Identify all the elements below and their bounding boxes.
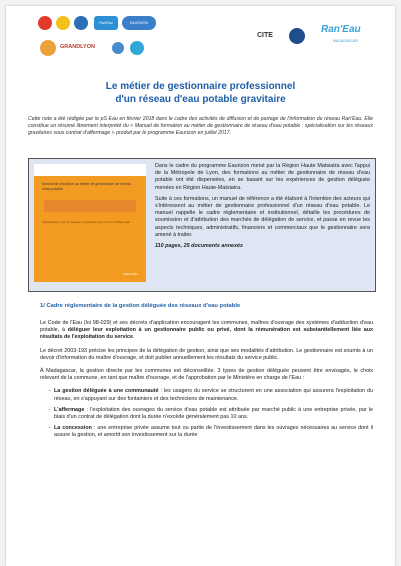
yellow-emblem-icon (56, 16, 70, 30)
partner-logos-left (36, 14, 171, 69)
intro-note: Cette note a été rédigée par le pS Eau en février 2018 dans le cadre des activités de diffusion et de partage de l'information du réseau Ran'Eau. Elle constitue un résumé librement interprété du « Manuel de formation au métier de gestionnaire de réseau d'eau potable : spécialisation sur les réseaux gravitaires sous contrat d'affermage » produit par le programme Eaurizon en juillet 2017. (28, 116, 373, 136)
cyan-emblem-icon (130, 41, 144, 55)
partner-logos-right (237, 20, 387, 56)
eaurizon-logo: EAURIZON (122, 16, 156, 30)
list-item: • La gestion déléguée à une communauté : les usagers du service se structurent en une association qui assurera l'exploitation du réseau, en s'appuyant sur des fontainiers et des techniciens de maintenance. (52, 388, 373, 402)
title-line-2: d'un réseau d'eau potable gravitaire (115, 94, 286, 105)
ran-eau-right-logo: Ran'Eau (321, 24, 361, 35)
body-text (40, 320, 373, 444)
list-item: • L'affermage : l'exploitation des ouvrages du service d'eau potable est attribuée par marché public à une entreprise privée, par le biais d'un contrat de délégation dont la durée n'excède généralement pas 10 ans. (52, 407, 373, 421)
title-line-1: Le métier de gestionnaire professionnel (105, 81, 296, 92)
list-item: • La concession : une entreprise privée assume tout ou partie de l'investissement dans les ouvrages nécessaires au service dont il assure la gestion, et amortit son investissement sur la durée (52, 425, 373, 439)
page-count: 110 pages, 25 documents annexés (155, 243, 243, 250)
summary-text (155, 163, 370, 254)
body-paragraph-2: Le décret 2003-193 précise les principes de la délégation de gestion, ainsi que ses modalités d'attribution. Le gestionnaire est soumis à un devoir d'information du maître d'ouvrage, et doit publier annuellement les résultats du service public. (40, 347, 373, 361)
management-types-list (40, 388, 373, 439)
document-page (6, 6, 395, 566)
document-title (6, 80, 395, 106)
cover-date: Juillet 2017 (122, 272, 138, 276)
cite-badge-icon (289, 28, 305, 44)
cover-band (44, 200, 136, 212)
body-paragraph-1: Le Code de l'Eau (loi 98-029) et ses décrets d'application encouragent les communes, maîtres d'ouvrage des systèmes d'adduction d'eau potable, à déléguer leur exploitation à un gestionnaire public ou privé, dont la rémunération est substantiellement liée aux résultats de l'exploitation du service. (40, 320, 374, 341)
cover-header (34, 164, 146, 176)
ran-eau-logo: Ran'Eau (94, 16, 118, 30)
body-paragraph-3: À Madagascar, la gestion directe par les communes est déconseillée. 3 types de gestion déléguée peuvent être envisagés, le choix relevant de la commune, en tant que maître d'ouvrage, et de l'approbation par le Ministère en charge de l'Eau : (40, 368, 373, 382)
small-blue-emblem-icon (112, 42, 124, 54)
red-emblem-icon (38, 16, 52, 30)
grand-lyon-logo: GRANDLYON (60, 44, 95, 50)
summary-paragraph-2: Suite à ces formations, un manuel de référence a été élaboré à l'intention des acteurs qui s'intéressent au métier de gestionnaire professionnel d'un réseau d'eau potable. Le manuel rappelle le cadre réglementaire et institutionnel, détaille les procédures de soumission et d'attribution des marchés de délégation de service, et passe en revue les aspects techniques, administratifs, financiers et commerciaux que le gestionnaire sera amené à traiter. (155, 195, 370, 238)
cover-subtitle: Spécialisation sur les réseaux gravitaires sous contrat d'affermage (42, 220, 131, 224)
cover-title: Manuel de formation au métier de gestionnaire de réseau d'eau potable (42, 182, 131, 191)
manual-cover-image (34, 164, 146, 282)
green-emblem-icon (40, 40, 56, 56)
section-heading-1: 1/ Cadre réglementaire de la gestion déléguée des réseaux d'eau potable (40, 303, 241, 309)
summary-paragraph-1: Dans le cadre du programme Eaurizon mené par la Région Haute Matsiatra avec l'appui de la Métropole de Lyon, des formations au métier de gestionnaire de réseau d'eau potable ont été dispensées, en se basant sur les expériences de gestion déléguée menées en Région Haute-Matsiatra. (155, 163, 370, 191)
cite-logo: CITE (257, 32, 273, 39)
blue-emblem-icon (74, 16, 88, 30)
summary-box (28, 158, 376, 292)
madagascar-label: MADAGASCAR (333, 39, 358, 43)
